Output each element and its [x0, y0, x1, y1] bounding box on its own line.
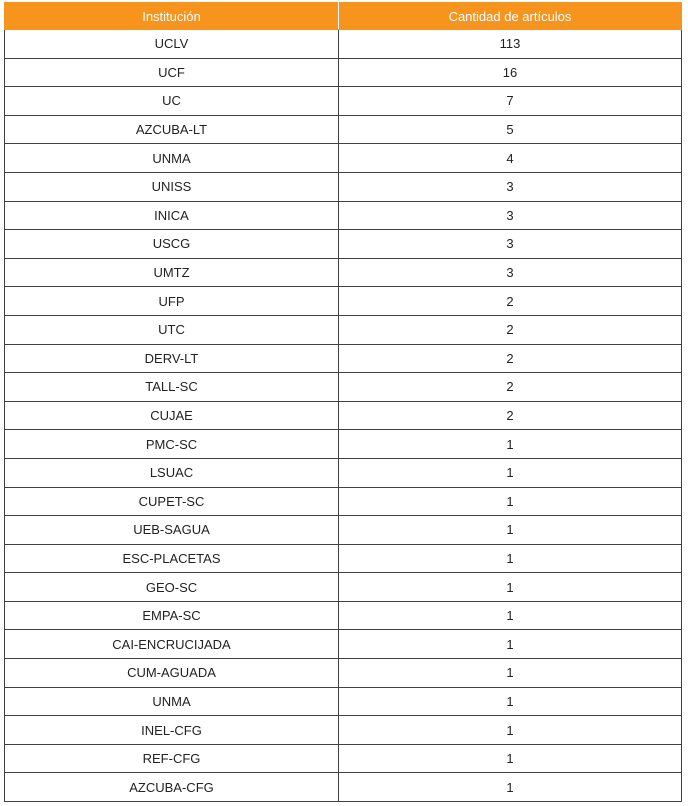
table-row	[5, 230, 682, 259]
institution-cell: ESC-PLACETAS	[5, 544, 339, 573]
table-row	[5, 716, 682, 745]
article-count-cell: 1	[339, 573, 682, 602]
institution-cell: TALL-SC	[5, 373, 339, 402]
table-row	[5, 87, 682, 116]
column-header-institution: Institución	[5, 3, 339, 30]
institutions-table	[4, 2, 682, 802]
table-row	[5, 773, 682, 802]
institution-cell: REF-CFG	[5, 744, 339, 773]
article-count-cell: 7	[339, 87, 682, 116]
institution-cell: UCLV	[5, 30, 339, 59]
article-count-cell: 1	[339, 659, 682, 688]
table-row	[5, 287, 682, 316]
article-count-cell: 113	[339, 30, 682, 59]
article-count-cell: 5	[339, 115, 682, 144]
institution-cell: CUJAE	[5, 401, 339, 430]
table-row	[5, 344, 682, 373]
table-row	[5, 30, 682, 59]
column-header-article-count: Cantidad de artículos	[339, 3, 682, 30]
table-row	[5, 258, 682, 287]
article-count-cell: 2	[339, 315, 682, 344]
table-row	[5, 544, 682, 573]
table-row	[5, 487, 682, 516]
article-count-cell: 1	[339, 601, 682, 630]
table-row	[5, 687, 682, 716]
institution-cell: CUM-AGUADA	[5, 659, 339, 688]
article-count-cell: 1	[339, 487, 682, 516]
institution-cell: UNMA	[5, 687, 339, 716]
article-count-cell: 1	[339, 630, 682, 659]
article-count-cell: 2	[339, 287, 682, 316]
institution-cell: LSUAC	[5, 458, 339, 487]
institution-cell: UTC	[5, 315, 339, 344]
article-count-cell: 1	[339, 744, 682, 773]
table-row	[5, 373, 682, 402]
table-row	[5, 744, 682, 773]
institution-cell: CAI-ENCRUCIJADA	[5, 630, 339, 659]
institution-cell: INEL-CFG	[5, 716, 339, 745]
table-row	[5, 601, 682, 630]
institutions-table-container	[4, 2, 681, 802]
article-count-cell: 2	[339, 373, 682, 402]
table-row	[5, 573, 682, 602]
institution-cell: AZCUBA-LT	[5, 115, 339, 144]
institution-cell: UCF	[5, 58, 339, 87]
article-count-cell: 2	[339, 344, 682, 373]
institution-cell: UC	[5, 87, 339, 116]
article-count-cell: 1	[339, 716, 682, 745]
table-body	[5, 30, 682, 802]
table-row	[5, 201, 682, 230]
article-count-cell: 1	[339, 544, 682, 573]
article-count-cell: 1	[339, 430, 682, 459]
table-header-row	[5, 3, 682, 30]
table-row	[5, 430, 682, 459]
article-count-cell: 1	[339, 458, 682, 487]
article-count-cell: 3	[339, 258, 682, 287]
institution-cell: UFP	[5, 287, 339, 316]
institution-cell: UNISS	[5, 172, 339, 201]
institution-cell: UNMA	[5, 144, 339, 173]
article-count-cell: 3	[339, 230, 682, 259]
article-count-cell: 1	[339, 773, 682, 802]
institution-cell: USCG	[5, 230, 339, 259]
table-row	[5, 659, 682, 688]
institution-cell: DERV-LT	[5, 344, 339, 373]
article-count-cell: 3	[339, 201, 682, 230]
institution-cell: PMC-SC	[5, 430, 339, 459]
table-row	[5, 172, 682, 201]
institution-cell: AZCUBA-CFG	[5, 773, 339, 802]
institution-cell: EMPA-SC	[5, 601, 339, 630]
article-count-cell: 2	[339, 401, 682, 430]
table-row	[5, 144, 682, 173]
article-count-cell: 3	[339, 172, 682, 201]
table-row	[5, 115, 682, 144]
institution-cell: UEB-SAGUA	[5, 516, 339, 545]
table-row	[5, 58, 682, 87]
article-count-cell: 1	[339, 516, 682, 545]
table-row	[5, 315, 682, 344]
institution-cell: CUPET-SC	[5, 487, 339, 516]
table-row	[5, 458, 682, 487]
table-row	[5, 630, 682, 659]
article-count-cell: 1	[339, 687, 682, 716]
article-count-cell: 4	[339, 144, 682, 173]
institution-cell: UMTZ	[5, 258, 339, 287]
institution-cell: GEO-SC	[5, 573, 339, 602]
institution-cell: INICA	[5, 201, 339, 230]
table-row	[5, 516, 682, 545]
table-row	[5, 401, 682, 430]
article-count-cell: 16	[339, 58, 682, 87]
